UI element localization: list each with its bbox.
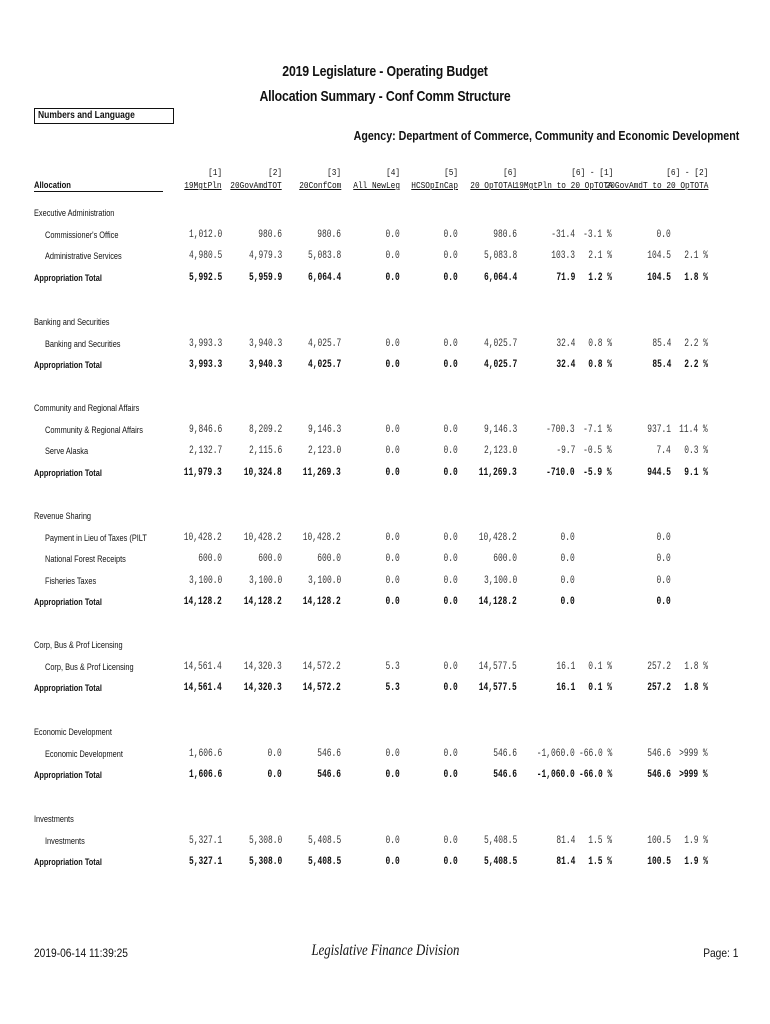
cell-value: 8,209.2: [248, 423, 282, 436]
cell-value: 2,123.0: [307, 445, 341, 457]
cell-value: 0.0: [443, 423, 458, 436]
cell-value: 980.6: [317, 228, 341, 241]
cell-value: 10,428.2: [302, 531, 341, 544]
allocation-column-header: Allocation: [34, 180, 71, 190]
cell-value: 5,959.9: [248, 271, 282, 284]
cell-value: 32.4: [555, 359, 575, 371]
column-header-number: [6] - [2]: [665, 167, 708, 178]
cell-value: 4,025.7: [307, 359, 341, 371]
cell-value: 0.0: [443, 228, 458, 241]
cell-value: -1,060.0: [536, 769, 575, 781]
table-row-label: Banking and Securities: [45, 338, 121, 349]
table-row: [0, 446, 770, 460]
cell-value: 0.0: [443, 271, 458, 284]
cell-value: 1.9 %: [684, 856, 708, 868]
cell-value: 1,012.0: [188, 228, 222, 241]
table-row-label: Corp, Bus & Prof Licensing: [45, 661, 134, 672]
appropriation-total-row: [0, 857, 770, 871]
table-row-label: Administrative Services: [45, 251, 122, 261]
cell-value: 2,132.7: [188, 445, 222, 457]
cell-value: 5,083.8: [483, 250, 517, 262]
cell-value: 5,992.5: [188, 271, 222, 284]
cell-value: 16.1: [555, 682, 575, 694]
cell-value: >999 %: [679, 747, 708, 760]
cell-value: 1,606.6: [188, 769, 222, 781]
section-header-label: Corp, Bus & Prof Licensing: [34, 640, 123, 650]
cell-value: 0.0: [656, 531, 671, 544]
table-row-label: Community & Regional Affairs: [45, 424, 143, 435]
appropriation-total-row: [0, 770, 770, 784]
column-header-name-text: 19MgtPln to 20 OpTOTA: [514, 180, 613, 191]
table-row: [0, 749, 770, 763]
cell-value: 0.0: [443, 682, 458, 694]
cell-value: 0.0: [267, 747, 282, 760]
cell-value: 3,940.3: [248, 337, 282, 350]
footer-timestamp: 2019-06-14 11:39:25: [34, 946, 128, 960]
cell-value: 6,064.4: [483, 271, 517, 284]
appropriation-total-row: [0, 597, 770, 611]
cell-value: 0.0: [443, 660, 458, 673]
column-header-name: [411, 180, 458, 192]
cell-value: -5.9 %: [583, 466, 612, 479]
column-header-number: [1]: [207, 167, 222, 178]
cell-value: 257.2: [647, 660, 671, 673]
cell-value: 2.2 %: [684, 337, 708, 350]
cell-value: 600.0: [493, 553, 517, 565]
column-header-name-text: HCSOpInCap: [411, 180, 458, 191]
cell-value: 1.8 %: [684, 271, 708, 284]
cell-value: 9,146.3: [307, 423, 341, 436]
cell-value: 3,993.3: [188, 337, 222, 350]
column-header-name: [470, 180, 517, 192]
cell-value: 0.0: [656, 574, 671, 587]
cell-value: 0.0: [560, 553, 575, 565]
cell-value: 10,428.2: [183, 531, 222, 544]
cell-value: -700.3: [546, 423, 575, 436]
cell-value: 5.3: [385, 660, 400, 673]
column-header-name-text: 20ConfCom: [298, 180, 341, 191]
cell-value: 5,308.0: [248, 856, 282, 868]
cell-value: 0.0: [385, 228, 400, 241]
cell-value: 0.0: [385, 574, 400, 587]
cell-value: 85.4: [651, 337, 671, 350]
appropriation-total-row-label: Appropriation Total: [34, 467, 102, 478]
cell-value: 937.1: [647, 423, 671, 436]
cell-value: 104.5: [647, 250, 671, 262]
cell-value: 0.0: [443, 596, 458, 608]
appropriation-total-row: [0, 360, 770, 374]
cell-value: 4,025.7: [483, 359, 517, 371]
cell-value: 0.0: [385, 271, 400, 284]
cell-value: 546.6: [493, 769, 517, 781]
cell-value: 6,064.4: [307, 271, 341, 284]
column-header-number: [6] - [1]: [570, 167, 613, 178]
cell-value: 3,100.0: [248, 574, 282, 587]
section-header-label: Investments: [34, 814, 74, 824]
cell-value: 10,428.2: [243, 531, 282, 544]
cell-value: 11.4 %: [679, 423, 708, 436]
cell-value: -9.7: [555, 445, 575, 457]
cell-value: -710.0: [546, 466, 575, 479]
cell-value: 0.0: [443, 834, 458, 847]
cell-value: 11,269.3: [478, 466, 517, 479]
section-header: [0, 403, 770, 417]
cell-value: 14,128.2: [243, 596, 282, 608]
column-header-name: [299, 180, 341, 192]
cell-value: 2.2 %: [684, 359, 708, 371]
cell-value: -1,060.0: [536, 747, 575, 760]
cell-value: 14,572.2: [302, 682, 341, 694]
cell-value: 14,320.3: [243, 660, 282, 673]
cell-value: 2,123.0: [483, 445, 517, 457]
cell-value: 0.0: [656, 228, 671, 241]
column-header-name: [515, 180, 613, 192]
cell-value: 14,561.4: [183, 660, 222, 673]
cell-value: 4,025.7: [483, 337, 517, 350]
cell-value: 5,408.5: [483, 856, 517, 868]
report-title: 2019 Legislature - Operating Budget: [282, 63, 488, 80]
cell-value: 3,100.0: [307, 574, 341, 587]
cell-value: 1.8 %: [684, 682, 708, 694]
cell-value: 9.1 %: [684, 466, 708, 479]
cell-value: 1.9 %: [684, 834, 708, 847]
section-header-label: Community and Regional Affairs: [34, 403, 140, 413]
cell-value: 10,324.8: [243, 466, 282, 479]
cell-value: 16.1: [555, 660, 575, 673]
appropriation-total-row-label: Appropriation Total: [34, 857, 102, 867]
cell-value: 2.1 %: [684, 250, 708, 262]
cell-value: 3,100.0: [483, 574, 517, 587]
cell-value: 100.5: [647, 834, 671, 847]
column-header-number: [4]: [385, 167, 400, 178]
table-row: [0, 251, 770, 265]
cell-value: 0.0: [443, 747, 458, 760]
cell-value: -7.1 %: [583, 423, 612, 436]
table-row: [0, 339, 770, 353]
appropriation-total-row: [0, 683, 770, 697]
cell-value: 0.0: [385, 834, 400, 847]
table-row-label: Fisheries Taxes: [45, 575, 97, 586]
column-header-name-text: 20 OpTOTAL: [470, 180, 517, 191]
column-header-name: [231, 180, 282, 192]
cell-value: 32.4: [555, 337, 575, 350]
cell-value: 0.0: [560, 531, 575, 544]
section-header: [0, 511, 770, 525]
column-header-name-text: 20GovAmdTOT: [230, 180, 282, 191]
column-header-name: [605, 180, 708, 192]
appropriation-total-row-label: Appropriation Total: [34, 360, 102, 370]
cell-value: 100.5: [647, 856, 671, 868]
cell-value: 14,577.5: [478, 660, 517, 673]
table-row: [0, 576, 770, 590]
table-row: [0, 662, 770, 676]
column-header-name-text: All NewLeg: [353, 180, 400, 191]
footer-signature: [0, 942, 770, 960]
numbers-language-label: Numbers and Language: [38, 110, 135, 121]
allocation-header-rule: [34, 191, 163, 192]
cell-value: 0.8 %: [588, 359, 612, 371]
section-header-label: Banking and Securities: [34, 317, 110, 327]
column-header-number: [2]: [267, 167, 282, 178]
cell-value: 980.6: [258, 228, 282, 241]
cell-value: 0.0: [443, 553, 458, 565]
cell-value: 546.6: [317, 769, 341, 781]
cell-value: 0.0: [385, 531, 400, 544]
cell-value: 3,993.3: [188, 359, 222, 371]
cell-value: 4,980.5: [188, 250, 222, 262]
cell-value: 4,979.3: [248, 250, 282, 262]
cell-value: 546.6: [317, 747, 341, 760]
column-header-name-text: 19MgtPln: [184, 180, 222, 191]
cell-value: 0.0: [385, 250, 400, 262]
section-header: [0, 317, 770, 331]
cell-value: 944.5: [647, 466, 671, 479]
cell-value: 5,408.5: [307, 834, 341, 847]
cell-value: 0.0: [385, 769, 400, 781]
cell-value: 0.0: [443, 250, 458, 262]
cell-value: 0.0: [385, 553, 400, 565]
cell-value: 104.5: [647, 271, 671, 284]
cell-value: -66.0 %: [578, 769, 612, 781]
appropriation-total-row-label: Appropriation Total: [34, 770, 102, 780]
cell-value: 1.5 %: [588, 834, 612, 847]
cell-value: -31.4: [551, 228, 575, 241]
cell-value: 0.0: [443, 574, 458, 587]
table-row: [0, 425, 770, 439]
cell-value: 14,128.2: [183, 596, 222, 608]
cell-value: 0.1 %: [588, 660, 612, 673]
cell-value: 1.8 %: [684, 660, 708, 673]
table-row: [0, 554, 770, 568]
table-row-label: Economic Development: [45, 748, 123, 759]
appropriation-total-row-label: Appropriation Total: [34, 683, 102, 693]
section-header-label: Executive Administration: [34, 208, 115, 218]
table-row-label: Payment in Lieu of Taxes (PILT: [45, 532, 147, 543]
cell-value: 0.0: [385, 856, 400, 868]
appropriation-total-row-label: Appropriation Total: [34, 597, 102, 607]
cell-value: 5.3: [385, 682, 400, 694]
cell-value: 14,320.3: [243, 682, 282, 694]
cell-value: 0.0: [443, 856, 458, 868]
cell-value: 5,327.1: [188, 856, 222, 868]
footer-page-number: Page: 1: [702, 946, 738, 960]
cell-value: 81.4: [555, 856, 575, 868]
section-header: [0, 208, 770, 222]
cell-value: 14,577.5: [478, 682, 517, 694]
table-row: [0, 836, 770, 850]
cell-value: 5,408.5: [483, 834, 517, 847]
cell-value: 2.1 %: [588, 250, 612, 262]
cell-value: 0.0: [443, 531, 458, 544]
section-header-label: Revenue Sharing: [34, 511, 92, 521]
cell-value: 0.0: [656, 553, 671, 565]
signature-text: Legislative Finance Division: [311, 942, 459, 959]
cell-value: 0.0: [385, 445, 400, 457]
cell-value: 0.0: [560, 574, 575, 587]
appropriation-total-row-label: Appropriation Total: [34, 272, 102, 283]
table-row: [0, 533, 770, 547]
cell-value: 0.3 %: [684, 445, 708, 457]
cell-value: 1.2 %: [588, 271, 612, 284]
cell-value: 81.4: [555, 834, 575, 847]
cell-value: 0.0: [385, 596, 400, 608]
table-row-label: Investments: [45, 835, 85, 846]
cell-value: 7.4: [656, 445, 671, 457]
cell-value: 600.0: [317, 553, 341, 565]
cell-value: 9,146.3: [483, 423, 517, 436]
column-header-number: [5]: [443, 167, 458, 178]
cell-value: 10,428.2: [478, 531, 517, 544]
cell-value: 0.1 %: [588, 682, 612, 694]
cell-value: -66.0 %: [578, 747, 612, 760]
cell-value: 3,940.3: [248, 359, 282, 371]
cell-value: 600.0: [198, 553, 222, 565]
report-subtitle: Allocation Summary - Conf Comm Structure: [259, 88, 511, 105]
cell-value: 257.2: [647, 682, 671, 694]
section-header: [0, 727, 770, 741]
cell-value: -0.5 %: [583, 445, 612, 457]
cell-value: 546.6: [647, 747, 671, 760]
cell-value: 5,083.8: [307, 250, 341, 262]
table-row-label: National Forest Receipts: [45, 554, 126, 564]
column-header-name: [353, 180, 400, 192]
appropriation-total-row: [0, 273, 770, 287]
column-header-number: [6]: [502, 167, 517, 178]
column-header-number: [3]: [326, 167, 341, 178]
cell-value: 14,572.2: [302, 660, 341, 673]
cell-value: 546.6: [493, 747, 517, 760]
cell-value: -3.1 %: [583, 228, 612, 241]
cell-value: 0.0: [656, 596, 671, 608]
cell-value: 0.0: [443, 466, 458, 479]
cell-value: 3,100.0: [188, 574, 222, 587]
cell-value: 0.8 %: [588, 337, 612, 350]
cell-value: >999 %: [679, 769, 708, 781]
cell-value: 14,128.2: [478, 596, 517, 608]
cell-value: 0.0: [267, 769, 282, 781]
cell-value: 546.6: [647, 769, 671, 781]
agency-title: Agency: Department of Commerce, Community and Economic Development: [353, 128, 739, 143]
table-row: [0, 230, 770, 244]
cell-value: 0.0: [385, 747, 400, 760]
cell-value: 2,115.6: [248, 445, 282, 457]
section-header-label: Economic Development: [34, 727, 112, 737]
cell-value: 0.0: [443, 337, 458, 350]
cell-value: 5,308.0: [248, 834, 282, 847]
section-header: [0, 814, 770, 828]
section-header: [0, 640, 770, 654]
cell-value: 980.6: [493, 228, 517, 241]
table-row-label: Commissioner's Office: [45, 229, 119, 240]
column-header-name-text: 20GovAmdT to 20 OpTOTA: [605, 180, 708, 191]
appropriation-total-row: [0, 468, 770, 482]
cell-value: 0.0: [385, 466, 400, 479]
cell-value: 14,561.4: [183, 682, 222, 694]
cell-value: 0.0: [443, 359, 458, 371]
cell-value: 0.0: [385, 359, 400, 371]
cell-value: 0.0: [385, 423, 400, 436]
column-header-name: [185, 180, 222, 192]
cell-value: 0.0: [385, 337, 400, 350]
cell-value: 85.4: [651, 359, 671, 371]
cell-value: 11,979.3: [183, 466, 222, 479]
cell-value: 71.9: [555, 271, 575, 284]
cell-value: 5,408.5: [307, 856, 341, 868]
table-row-label: Serve Alaska: [45, 446, 89, 456]
cell-value: 4,025.7: [307, 337, 341, 350]
cell-value: 5,327.1: [188, 834, 222, 847]
cell-value: 9,846.6: [188, 423, 222, 436]
cell-value: 11,269.3: [302, 466, 341, 479]
cell-value: 0.0: [443, 769, 458, 781]
numbers-language-box: [34, 108, 174, 124]
cell-value: 1,606.6: [188, 747, 222, 760]
cell-value: 0.0: [443, 445, 458, 457]
cell-value: 0.0: [560, 596, 575, 608]
cell-value: 600.0: [258, 553, 282, 565]
cell-value: 103.3: [551, 250, 575, 262]
cell-value: 14,128.2: [302, 596, 341, 608]
cell-value: 1.5 %: [588, 856, 612, 868]
